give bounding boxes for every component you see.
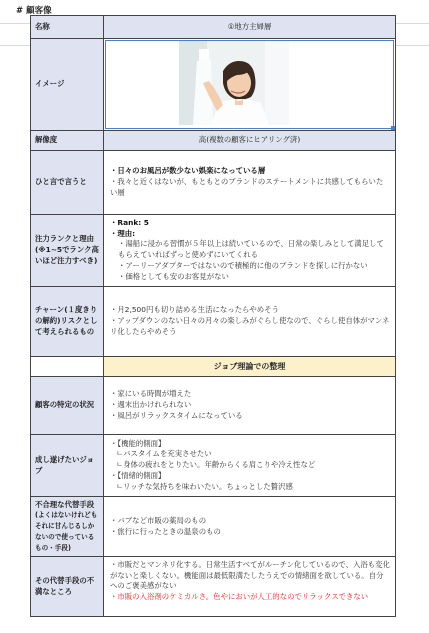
job-line: ㄴ身体の疲れをとりたい。年齢からくる肩こりや冷え性など — [116, 460, 316, 470]
situation-row — [31, 377, 396, 435]
reason-line: ・アーリーアダプターではないので積極的に他のブランドを探しに行かない — [118, 260, 368, 270]
dissatisfaction-line: ・市販だとマンネリ化する。日常生活すべてがルーチン化しているので、入浴も変化がないと楽しくない。機能面は最低限満たしたうえでの情緒面を欲している。自分へのご褒美感がない — [110, 560, 390, 591]
image-label: イメージ — [31, 39, 104, 131]
situation-line: ・風呂がリラックスタイムになっている — [110, 410, 243, 420]
situation-line: ・家にいる時間が増えた — [110, 389, 192, 399]
dissatisfaction-row — [31, 557, 396, 617]
dissatisfaction-line-highlight: ・市販の入浴剤のケミカルさ。色やにおいが人工的なのでリラックスできない — [110, 592, 369, 602]
summary-line: ・日々のお風呂が数少ない娯楽になっている層 — [110, 166, 266, 176]
reason-line: ・価格としても安のお客見がない — [118, 271, 229, 281]
job-row — [31, 435, 396, 497]
churn-content — [104, 287, 396, 357]
summary-row — [31, 151, 396, 215]
alternative-row — [31, 497, 396, 557]
resize-handle[interactable] — [391, 126, 396, 131]
resolution-label: 解像度 — [31, 131, 104, 151]
job-line: ㄴバスタイムを充実させたい — [116, 449, 212, 459]
dissatisfaction-label: その代替手段の不満なところ — [31, 557, 104, 617]
header-value: ①地方主婦層 — [104, 16, 396, 39]
section-row — [31, 357, 396, 377]
reason-line: ・湯船に浸かる習慣が５年以上は続いているので、日常の楽しみとして満足してもらえていればずっと使めずにいてくれる — [118, 239, 384, 260]
image-cell[interactable] — [104, 39, 396, 131]
header-label: 名称 — [31, 16, 104, 39]
alternative-label: 不合理な代替手段 — [35, 499, 95, 509]
job-line: ㄴリッチな気持ちを味わいたい。ちょっとした贅沢感 — [116, 481, 293, 491]
reason-title: ・理由: — [110, 228, 136, 238]
churn-line: ・月2,500円も切り詰める生活になったらやめそう — [110, 305, 279, 315]
rank-label: 注力ランクと理由(※1~5でランク高いほど注力すべき) — [31, 215, 104, 287]
section-title: ジョブ理論での整理 — [104, 357, 396, 377]
resolution-row — [31, 131, 396, 151]
sheet-title: # 顧客像 — [16, 6, 52, 16]
rank-content — [104, 215, 396, 287]
header-row — [31, 16, 396, 39]
job-line: ・【機能的側面】 — [110, 438, 166, 448]
rank-value: ・Rank: 5 — [110, 218, 149, 227]
alternative-content — [104, 497, 396, 557]
churn-line: ・アップダウンのない日々の月々の楽しみがぐらし使なので、ぐらし使自体がマンネリ化したらやめそう — [110, 316, 390, 336]
situation-content — [104, 377, 396, 435]
alternative-label-note: (よくはないけれどもそれに甘んじるしかないので使っているもの・手段) — [35, 511, 98, 552]
resolution-value: 高(複数の顧客にヒアリング済) — [104, 131, 396, 151]
section-blank — [31, 357, 104, 377]
churn-label: チャーン(１度きりの解約)リスクとして考えられるもの — [31, 287, 104, 357]
summary-content — [104, 151, 396, 215]
summary-line: ・我々と近くはないが、もともとのブランドのステートメントに共感してもらいたい層 — [110, 177, 384, 197]
job-label: 成し遂げたいジョブ — [31, 435, 104, 497]
woman-photo-illustration — [179, 41, 289, 125]
alternative-label-cell — [31, 497, 104, 557]
alternative-line: ・バブなど市販の薬局のもの — [110, 515, 207, 525]
job-line: ・【情緒的側面】 — [110, 470, 166, 480]
rank-row — [31, 215, 396, 287]
summary-label: ひと言で言うと — [31, 151, 104, 215]
persona-table — [30, 15, 396, 617]
job-content — [104, 435, 396, 497]
situation-label: 顧客の特定の状況 — [31, 377, 104, 435]
persona-photo[interactable] — [179, 41, 289, 125]
image-row — [31, 39, 396, 131]
alternative-line: ・旅行に行ったときの温泉のもの — [110, 526, 221, 536]
dissatisfaction-content — [104, 557, 396, 617]
situation-line: ・週末出かけれられない — [110, 400, 192, 410]
churn-row — [31, 287, 396, 357]
